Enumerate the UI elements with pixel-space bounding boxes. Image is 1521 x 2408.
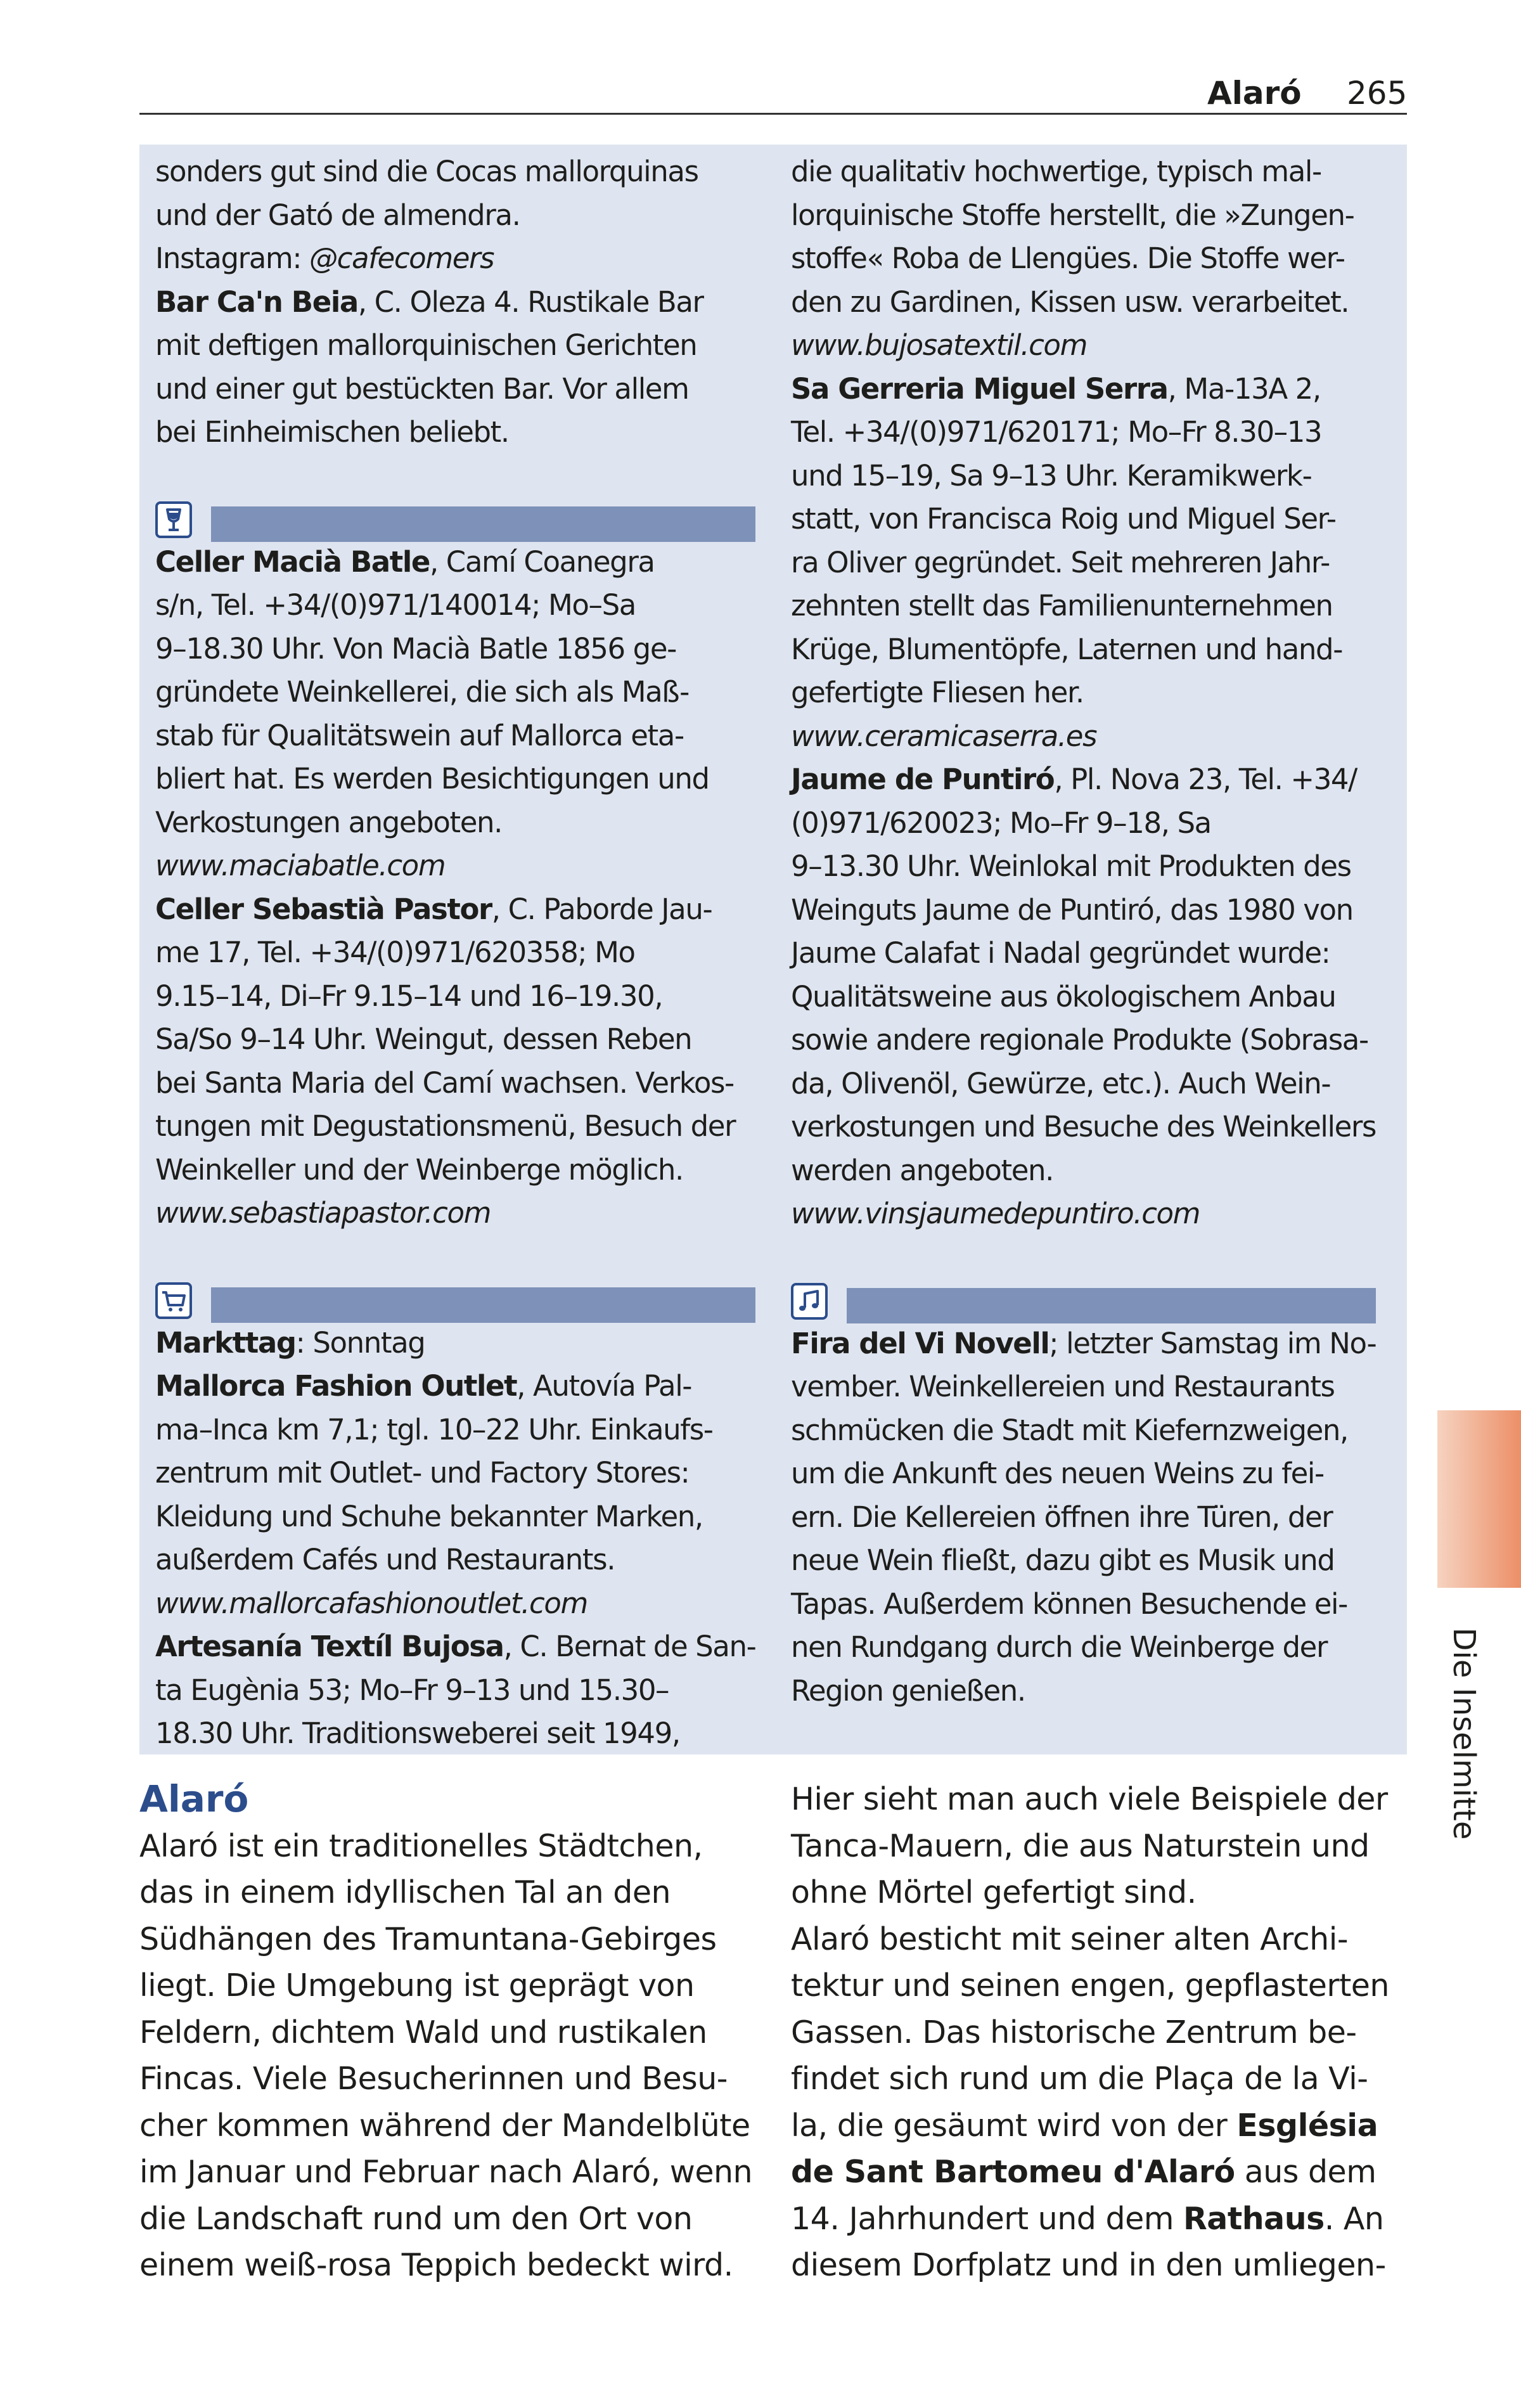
text-line: nen Rundgang durch die Weinberge der	[791, 1630, 1328, 1664]
text-line: stab für Qualitätswein auf Mallorca eta-	[155, 718, 684, 752]
text-line: vember. Weinkellereien und Restaurants	[791, 1370, 1335, 1403]
entry-title-line: Jaume de Puntiró, Pl. Nova 23, Tel. +34/	[791, 763, 1357, 796]
text-line: bliert hat. Es werden Besichtigungen und	[155, 762, 709, 795]
text-line: die Landschaft rund um den Ort von	[139, 2200, 693, 2237]
infobox-right-column	[791, 150, 1376, 1713]
text-line: da, Olivenöl, Gewürze, etc.). Auch Wein-	[791, 1066, 1331, 1100]
url-link[interactable]: www.maciabatle.com	[155, 849, 446, 882]
main-left-column	[139, 1776, 752, 2289]
text-line: Tapas. Außerdem können Besuchende ei-	[791, 1587, 1347, 1621]
url-link[interactable]: www.vinsjaumedepuntiro.com	[791, 1197, 1200, 1230]
entry-title-line: Mallorca Fashion Outlet, Autovía Pal-	[155, 1369, 692, 1403]
text-line: ra Oliver gegründet. Seit mehreren Jahr-	[791, 545, 1330, 579]
running-header-title: Alaró	[1207, 75, 1302, 112]
text-line: zentrum mit Outlet- und Factory Stores:	[155, 1456, 690, 1490]
text-line: Region genießen.	[791, 1673, 1025, 1708]
section-header-shopping	[155, 1278, 755, 1322]
entry-name: Fira del Vi Novell	[791, 1326, 1049, 1360]
text-line: sonders gut sind die Cocas mallorquinas	[155, 155, 698, 188]
text-line: gründete Weinkellerei, die sich als Maß-	[155, 675, 689, 709]
entry-title-line: Fira del Vi Novell; letzter Samstag im No-	[791, 1326, 1377, 1360]
text-line: 9–13.30 Uhr. Weinlokal mit Produkten des	[791, 849, 1351, 883]
text-line: Alaró besticht mit seiner alten Archi-	[791, 1921, 1349, 1957]
page-number: 265	[1347, 75, 1408, 112]
main-right-column	[791, 1776, 1389, 2289]
text-line: la, die gesäumt wird von der Església	[791, 2107, 1378, 2144]
text-line: 9.15–14, Di–Fr 9.15–14 und 16–19.30,	[155, 979, 663, 1013]
text-line: und einer gut bestückten Bar. Vor allem	[155, 371, 689, 406]
text-line: Kleidung und Schuhe bekannter Marken,	[155, 1499, 703, 1533]
text-line: bei Santa Maria del Camí wachsen. Verkos-	[155, 1066, 734, 1100]
entry-name: Sa Gerreria Miguel Serra	[791, 371, 1168, 406]
text-line: lorquinische Stoffe herstellt, die »Zungen-	[791, 198, 1354, 232]
text-line: 18.30 Uhr. Traditionsweberei seit 1949,	[155, 1716, 680, 1750]
text-line: Hier sieht man auch viele Beispiele der	[791, 1781, 1388, 1817]
url-link[interactable]: www.ceramicaserra.es	[791, 719, 1097, 753]
text-line: den zu Gardinen, Kissen usw. verarbeitet.	[791, 285, 1349, 319]
entry-name: Celler Macià Batle	[155, 544, 430, 579]
text-line: Qualitätsweine aus ökologischem Anbau	[791, 979, 1336, 1014]
text-line: tungen mit Degustationsmenü, Besuch der	[155, 1109, 736, 1143]
text-line: Gassen. Das historische Zentrum be-	[791, 2014, 1357, 2051]
instagram-line: Instagram: @cafecomers	[155, 241, 494, 275]
text-line: verkostungen und Besuche des Weinkellers	[791, 1110, 1377, 1143]
text-line: bei Einheimischen beliebt.	[155, 415, 509, 449]
url-link[interactable]: www.bujosatextil.com	[791, 328, 1088, 362]
text-line: sowie andere regionale Produkte (Sobrasa-	[791, 1023, 1368, 1057]
infobox-left-column	[155, 150, 755, 1756]
text-line: 14. Jahrhundert und dem Rathaus. An	[791, 2200, 1384, 2237]
text-line: Jaume Calafat i Nadal gegründet wurde:	[791, 936, 1330, 970]
instagram-handle[interactable]: @cafecomers	[309, 241, 494, 275]
text-line: Sa/So 9–14 Uhr. Weingut, dessen Reben	[155, 1022, 692, 1056]
text-line: das in einem idyllischen Tal an den	[139, 1874, 671, 1910]
text-line: um die Ankunft des neuen Weins zu fei-	[791, 1457, 1324, 1490]
entry-title-line: Celler Macià Batle, Camí Coanegra	[155, 544, 655, 579]
text-line: werden angeboten.	[791, 1153, 1054, 1187]
text-line: tektur und seinen engen, gepflasterten	[791, 1967, 1389, 2004]
music-notes-icon	[791, 1283, 828, 1320]
text-line: Feldern, dichtem Wald und rustikalen	[139, 2014, 707, 2051]
text-line: cher kommen während der Mandelblüte	[139, 2107, 750, 2144]
place-name: Església	[1236, 2107, 1378, 2144]
text-line: 9–18.30 Uhr. Von Macià Batle 1856 ge-	[155, 631, 676, 666]
text-line: Krüge, Blumentöpfe, Laternen und hand-	[791, 632, 1343, 666]
url-link[interactable]: www.sebastiapastor.com	[155, 1196, 491, 1230]
text-line: ern. Die Kellereien öffnen ihre Türen, der	[791, 1500, 1333, 1534]
text-line: Südhängen des Tramuntana-Gebirges	[139, 1921, 717, 1957]
text-line: de Sant Bartomeu d'Alaró aus dem	[791, 2154, 1377, 2190]
section-heading: Alaró	[139, 1777, 249, 1820]
text-line: (0)971/620023; Mo–Fr 9–18, Sa	[791, 806, 1211, 840]
text-line: mit deftigen mallorquinischen Gerichten	[155, 328, 697, 362]
text-line: gefertigte Fliesen her.	[791, 676, 1084, 709]
section-header-wine	[155, 498, 755, 541]
text-line: im Januar und Februar nach Alaró, wenn	[139, 2154, 753, 2190]
section-bar	[847, 1288, 1376, 1323]
text-line: statt, von Francisca Roig und Miguel Ser-	[791, 502, 1336, 536]
entry-name: Bar Ca'n Beia	[155, 285, 358, 319]
section-bar	[211, 506, 755, 542]
entry-title-line: Markttag: Sonntag	[155, 1325, 425, 1360]
text-line: Tel. +34/(0)971/620171; Mo–Fr 8.30–13	[791, 415, 1322, 449]
text-line: Verkostungen angeboten.	[155, 805, 503, 839]
text-line: ta Eugènia 53; Mo–Fr 9–13 und 15.30–	[155, 1673, 669, 1707]
text-line: Fincas. Viele Besucherinnen und Besu-	[139, 2061, 728, 2097]
section-header-events	[791, 1279, 1376, 1322]
section-bar	[211, 1287, 755, 1323]
text-line: und 15–19, Sa 9–13 Uhr. Keramikwerk-	[791, 458, 1312, 493]
text-line: Tanca-Mauern, die aus Naturstein und	[791, 1827, 1370, 1864]
place-name: Rathaus	[1183, 2200, 1325, 2237]
text-line: s/n, Tel. +34/(0)971/140014; Mo–Sa	[155, 588, 636, 622]
text-line: schmücken die Stadt mit Kiefernzweigen,	[791, 1413, 1348, 1447]
entry-name: Jaume de Puntiró	[791, 763, 1055, 796]
header-rule	[139, 113, 1407, 115]
text-line: stoffe« Roba de Llengües. Die Stoffe wer-	[791, 241, 1345, 275]
text-line: ma–Inca km 7,1; tgl. 10–22 Uhr. Einkaufs-	[155, 1412, 713, 1446]
entry-name: Markttag	[155, 1325, 296, 1360]
entry-title-line: Sa Gerreria Miguel Serra, Ma-13A 2,	[791, 371, 1321, 406]
text-line: Weinguts Jaume de Puntiró, das 1980 von	[791, 892, 1353, 927]
place-name: de Sant Bartomeu d'Alaró	[791, 2154, 1235, 2190]
text-line: Alaró ist ein traditionelles Städtchen,	[139, 1827, 703, 1864]
text-line: findet sich rund um die Plaça de la Vi-	[791, 2061, 1368, 2097]
text-line: einem weiß-rosa Teppich bedeckt wird.	[139, 2247, 733, 2283]
chapter-side-label: Die Inselmitte	[1446, 1627, 1482, 1840]
entry-name: Artesanía Textíl Bujosa	[155, 1630, 504, 1663]
shopping-cart-icon	[155, 1282, 192, 1319]
text-line: ohne Mörtel gefertigt sind.	[791, 1874, 1197, 1910]
text-line: me 17, Tel. +34/(0)971/620358; Mo	[155, 936, 635, 969]
entry-name: Mallorca Fashion Outlet	[155, 1369, 517, 1403]
text-line: Weinkeller und der Weinberge möglich.	[155, 1152, 683, 1187]
entry-title-line: Celler Sebastià Pastor, C. Paborde Jau-	[155, 892, 712, 926]
url-link[interactable]: www.mallorcafashionoutlet.com	[155, 1586, 587, 1620]
entry-title-line: Bar Ca'n Beia, C. Oleza 4. Rustikale Bar	[155, 285, 703, 319]
entry-title-line: Artesanía Textíl Bujosa, C. Bernat de San-	[155, 1630, 756, 1663]
entry-name: Celler Sebastià Pastor	[155, 892, 492, 926]
wine-glass-icon	[155, 501, 192, 538]
text-line: außerdem Cafés und Restaurants.	[155, 1543, 615, 1576]
chapter-thumb-tab	[1437, 1410, 1521, 1588]
text-line: zehnten stellt das Familienunternehmen	[791, 589, 1333, 622]
text-line: und der Gató de almendra.	[155, 198, 520, 232]
text-line: die qualitativ hochwertige, typisch mal-	[791, 155, 1321, 188]
text-line: liegt. Die Umgebung ist geprägt von	[139, 1967, 695, 2004]
text-line: neue Wein fließt, dazu gibt es Musik und	[791, 1543, 1335, 1577]
text-line: diesem Dorfplatz und in den umliegen-	[791, 2247, 1386, 2283]
